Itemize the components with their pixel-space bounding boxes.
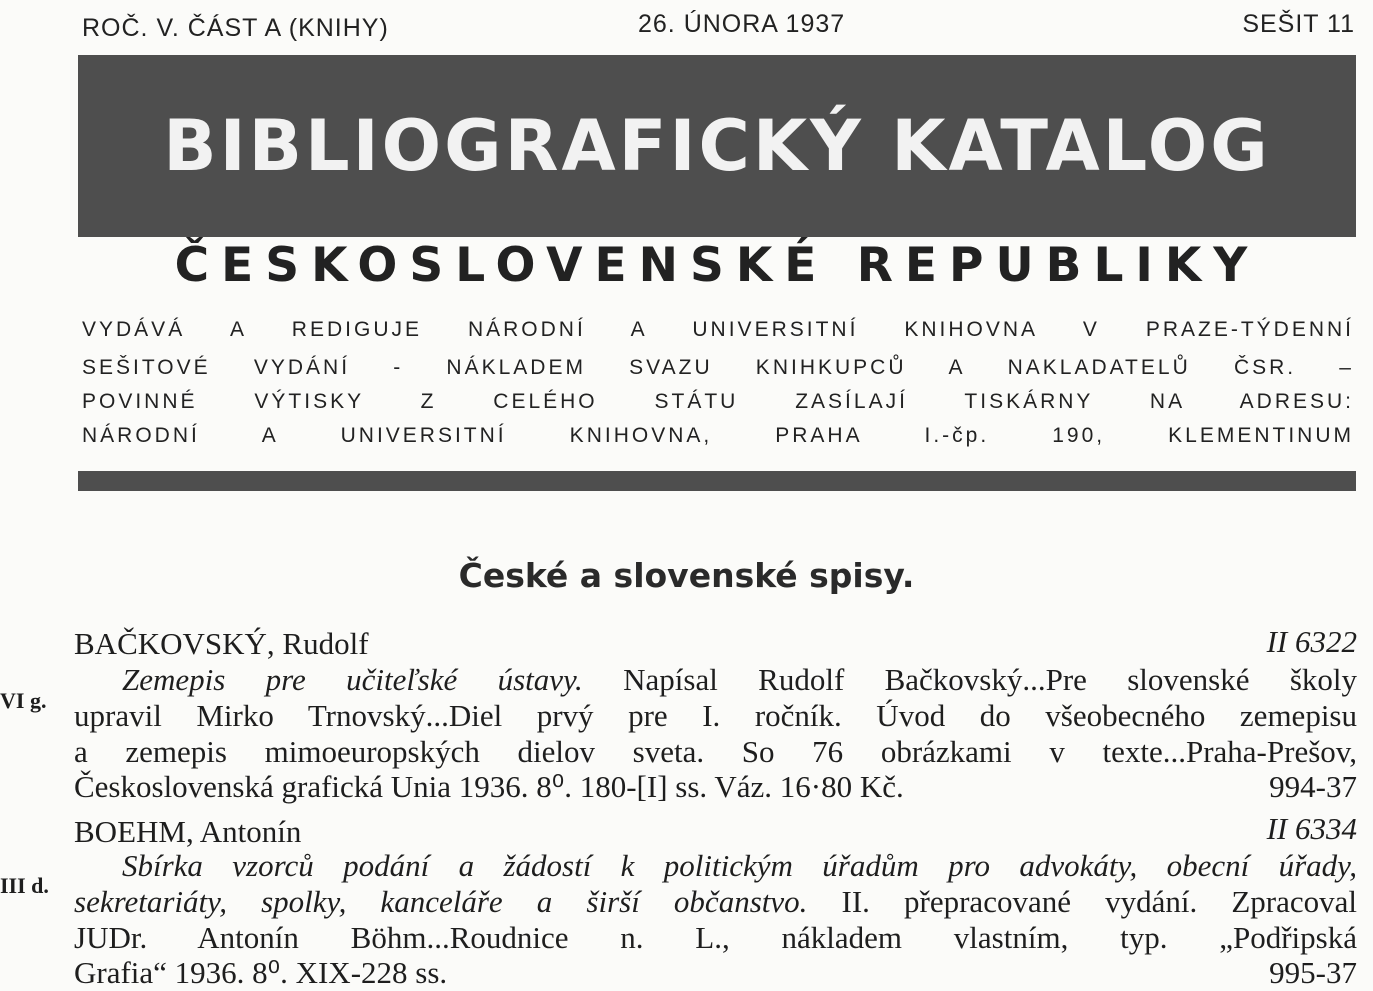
section-title: České a slovenské spisy.: [458, 556, 915, 595]
entry-author: BOEHM, Antonín: [74, 814, 302, 849]
entry-margin-class: VI g.: [0, 688, 47, 713]
entry-text: Napísal Rudolf Bačkovský...Pre slovenské školy: [582, 662, 1358, 697]
volume-label: ROČ. V. ČÁST A (KNIHY): [82, 14, 389, 42]
masthead-subtitle: ČESKOSLOVENSKÉ REPUBLIKY: [174, 238, 1260, 293]
entry-text: Československá grafická Unia 1936. 8⁰. 180-[I] ss. Váz. 16·80 Kč.: [74, 769, 904, 804]
entry-text: II. přepracované vydání. Zpracoval: [807, 884, 1357, 919]
entry-line: [74, 884, 1357, 920]
masthead-banner: [78, 55, 1356, 237]
entry-author: BAČKOVSKÝ, Rudolf: [74, 626, 369, 661]
entry-margin-class: III d.: [0, 873, 49, 898]
masthead-rule: [78, 471, 1356, 491]
entry-catalog-number: II 6334: [1266, 811, 1357, 846]
entry-line: a zemepis mimoeuropských dielov sveta. So 76 obrázkami v texte...Praha-Prešov,: [74, 734, 1357, 769]
issue-number: SEŠIT 11: [1242, 10, 1355, 38]
imprint-line-4: NÁRODNÍ A UNIVERSITNÍ KNIHOVNA, PRAHA I.-čp. 190, KLEMENTINUM: [82, 424, 1354, 447]
entry-line: JUDr. Antonín Böhm...Roudnice n. L., nákladem vlastním, typ. „Podřipská: [74, 920, 1357, 955]
entry-title: sekretariáty, spolky, kanceláře a širší občanstvo.: [74, 884, 808, 919]
entry-catalog-number: II 6322: [1266, 624, 1357, 659]
entry-line: [122, 848, 1357, 884]
imprint-line-2: SEŠITOVÉ VYDÁNÍ - NÁKLADEM SVAZU KNIHKUPCŮ A NAKLADATELŮ ČSR. –: [82, 356, 1354, 379]
masthead-title: BIBLIOGRAFICKÝ KATALOG: [163, 105, 1271, 187]
entry-line: upravil Mirko Trnovský...Diel prvý pre I. ročník. Úvod do všeobecného zemepisu: [74, 698, 1357, 733]
entry-record-number: 995-37: [1269, 955, 1357, 990]
entry-record-number: 994-37: [1269, 769, 1357, 804]
entry-line: [122, 662, 1357, 698]
imprint-line-3: POVINNÉ VÝTISKY Z CELÉHO STÁTU ZASÍLAJÍ TISKÁRNY NA ADRESU:: [82, 390, 1354, 413]
entry-last-line: [74, 955, 1357, 991]
entry-text: Grafia“ 1936. 8⁰. XIX-228 ss.: [74, 955, 448, 990]
entry-last-line: [74, 769, 1357, 805]
imprint-line-1: VYDÁVÁ A REDIGUJE NÁRODNÍ A UNIVERSITNÍ KNIHOVNA V PRAZE-TÝDENNÍ: [82, 318, 1354, 341]
entry-title: Zemepis pre učiteľské ústavy.: [122, 662, 583, 697]
entry-title: Sbírka vzorců podání a žádostí k politickým úřadům pro advokáty, obecní úřady,: [122, 848, 1357, 883]
issue-date: 26. ÚNORA 1937: [638, 10, 846, 38]
